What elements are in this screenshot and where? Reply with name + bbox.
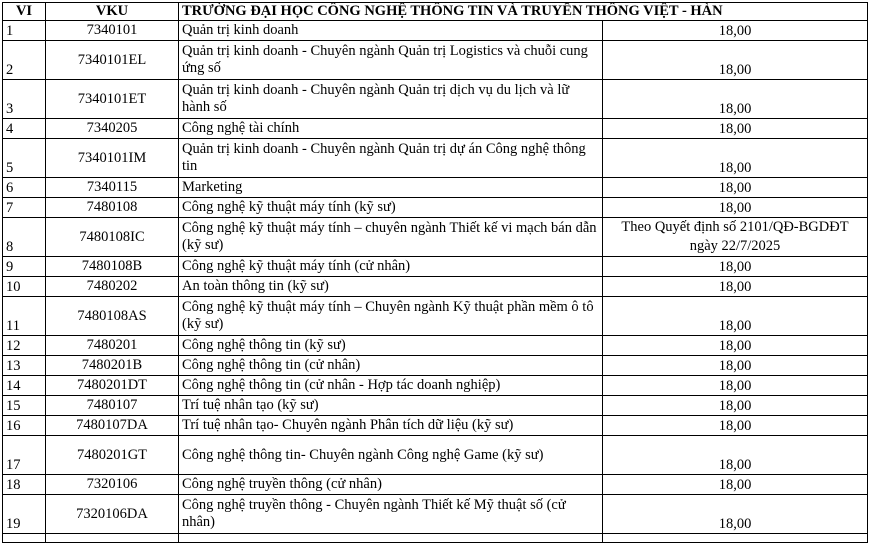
major-code: 7480201 [46, 336, 179, 356]
major-code: 7340101ET [46, 80, 179, 119]
cutoff-score: 18,00 [603, 396, 868, 416]
major-code: 7340205 [46, 119, 179, 139]
major-name: An toàn thông tin (kỹ sư) [179, 277, 603, 297]
cutoff-score: 18,00 [603, 21, 868, 41]
major-name: Công nghệ truyền thông (cử nhân) [179, 475, 603, 495]
cutoff-score: 18,00 [603, 356, 868, 376]
major-code: 7340101IM [46, 139, 179, 178]
row-stt: 18 [3, 475, 46, 495]
major-code: 7480201DT [46, 376, 179, 396]
major-name: Công nghệ thông tin (kỹ sư) [179, 336, 603, 356]
row-stt: 13 [3, 356, 46, 376]
cutoff-score: 18,00 [603, 336, 868, 356]
table-body [3, 21, 868, 543]
cutoff-score: 18,00 [603, 495, 868, 534]
major-code: 7480202 [46, 277, 179, 297]
major-name: Trí tuệ nhân tạo (kỹ sư) [179, 396, 603, 416]
major-name: Quản trị kinh doanh - Chuyên ngành Quản trị dự án Công nghệ thông tin [179, 139, 603, 178]
cutoff-score: 18,00 [603, 297, 868, 336]
unit-code-header: VKU [46, 3, 179, 21]
row-stt: 15 [3, 396, 46, 416]
row-stt: 6 [3, 178, 46, 198]
row-stt: 8 [3, 218, 46, 257]
row-stt: 10 [3, 277, 46, 297]
cutoff-score-note: Theo Quyết định số 2101/QĐ-BGDĐT ngày 22/7/2025 [603, 218, 868, 257]
row-stt: 14 [3, 376, 46, 396]
major-code: 7340101 [46, 21, 179, 41]
cutoff-score: 18,00 [603, 257, 868, 277]
cutoff-score: 18,00 [603, 139, 868, 178]
row-stt: 5 [3, 139, 46, 178]
major-code: 7480108B [46, 257, 179, 277]
major-name: Marketing [179, 178, 603, 198]
major-code: 7480108 [46, 198, 179, 218]
cutoff-score: 18,00 [603, 80, 868, 119]
major-name: Công nghệ kỹ thuật máy tính (kỹ sư) [179, 198, 603, 218]
row-stt: 17 [3, 436, 46, 475]
section-number: VI [3, 3, 46, 21]
major-code: 7340115 [46, 178, 179, 198]
row-stt: 11 [3, 297, 46, 336]
cutoff-score: 18,00 [603, 376, 868, 396]
major-name: Công nghệ tài chính [179, 119, 603, 139]
cutoff-score: 18,00 [603, 178, 868, 198]
major-name: Trí tuệ nhân tạo- Chuyên ngành Phân tích dữ liệu (kỹ sư) [179, 416, 603, 436]
major-code: 7340101EL [46, 41, 179, 80]
major-name: Quản trị kinh doanh - Chuyên ngành Quản trị dịch vụ du lịch và lữ hành số [179, 80, 603, 119]
major-name: Công nghệ kỹ thuật máy tính – Chuyên ngành Kỹ thuật phần mềm ô tô (kỹ sư) [179, 297, 603, 336]
major-name: Công nghệ thông tin (cử nhân - Hợp tác doanh nghiệp) [179, 376, 603, 396]
major-code: 7320106DA [46, 495, 179, 534]
cutoff-score: 18,00 [603, 277, 868, 297]
row-stt: 7 [3, 198, 46, 218]
cutoff-score: 18,00 [603, 475, 868, 495]
row-stt: 1 [3, 21, 46, 41]
major-code: 7320106 [46, 475, 179, 495]
row-stt: 4 [3, 119, 46, 139]
major-code: 7480107 [46, 396, 179, 416]
cutoff-score: 18,00 [603, 436, 868, 475]
major-name: Quản trị kinh doanh - Chuyên ngành Quản trị Logistics và chuỗi cung ứng số [179, 41, 603, 80]
major-code: 7480201GT [46, 436, 179, 475]
row-stt: 2 [3, 41, 46, 80]
clipped-row [3, 534, 868, 543]
major-name: Công nghệ kỹ thuật máy tính – chuyên ngành Thiết kế vi mạch bán dẫn (kỹ sư) [179, 218, 603, 257]
major-code: 7480107DA [46, 416, 179, 436]
major-name: Công nghệ thông tin- Chuyên ngành Công nghệ Game (kỹ sư) [179, 436, 603, 475]
major-name: Quản trị kinh doanh [179, 21, 603, 41]
major-code: 7480201B [46, 356, 179, 376]
major-name: Công nghệ kỹ thuật máy tính (cử nhân) [179, 257, 603, 277]
admission-score-table [2, 2, 868, 543]
major-name: Công nghệ truyền thông - Chuyên ngành Thiết kế Mỹ thuật số (cử nhân) [179, 495, 603, 534]
university-name-header: TRƯỜNG ĐẠI HỌC CÔNG NGHỆ THÔNG TIN VÀ TRUYỀN THÔNG VIỆT - HÀN [179, 3, 868, 21]
row-stt: 12 [3, 336, 46, 356]
row-stt: 3 [3, 80, 46, 119]
major-name: Công nghệ thông tin (cử nhân) [179, 356, 603, 376]
row-stt: 19 [3, 495, 46, 534]
cutoff-score: 18,00 [603, 119, 868, 139]
major-code: 7480108AS [46, 297, 179, 336]
cutoff-score: 18,00 [603, 41, 868, 80]
row-stt: 16 [3, 416, 46, 436]
major-code: 7480108IC [46, 218, 179, 257]
table-header-row [3, 3, 868, 21]
cutoff-score: 18,00 [603, 198, 868, 218]
cutoff-score: 18,00 [603, 416, 868, 436]
row-stt: 9 [3, 257, 46, 277]
